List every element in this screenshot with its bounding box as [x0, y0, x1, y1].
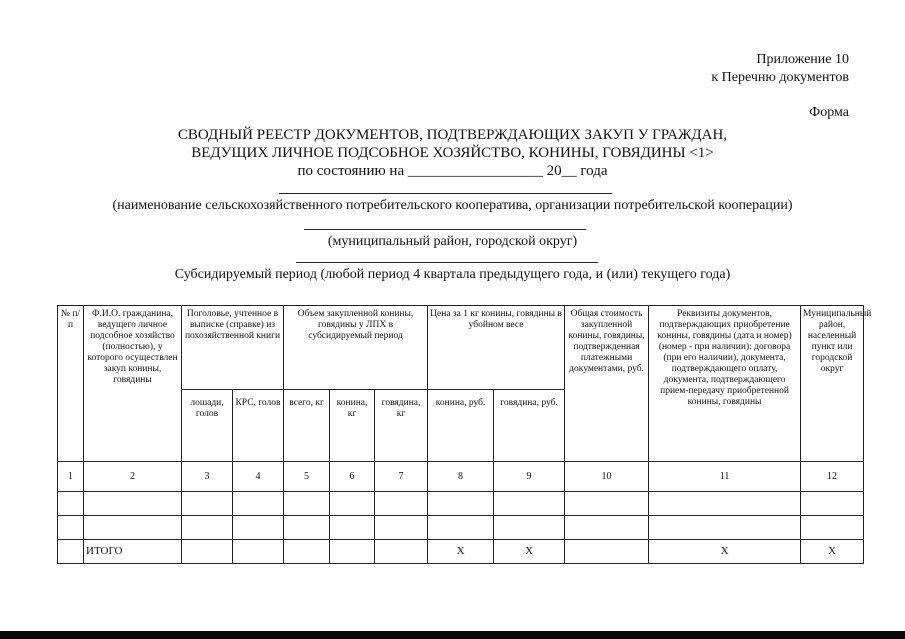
- empty-cell: [565, 492, 649, 516]
- column-number: 2: [84, 462, 182, 492]
- empty-cell: [801, 492, 864, 516]
- title-line-2: ВЕДУЩИХ ЛИЧНОЕ ПОДСОБНОЕ ХОЗЯЙСТВО, КОНИНЫ, ГОВЯДИНЫ <1>: [191, 145, 714, 161]
- column-number: 1: [58, 462, 84, 492]
- form-label: Форма: [809, 105, 849, 120]
- appendix-line: Приложение 10: [756, 52, 849, 67]
- header-num: № п/п: [58, 306, 84, 462]
- empty-cell: [182, 540, 233, 564]
- total-row: [58, 540, 864, 564]
- table-row-empty: [58, 516, 864, 540]
- scan-edge-strip: [0, 631, 905, 639]
- total-label: ИТОГО: [84, 540, 182, 564]
- empty-cell: [284, 540, 330, 564]
- total-x-mark: Х: [801, 540, 864, 564]
- column-number: 6: [330, 462, 375, 492]
- register-table: [57, 305, 872, 564]
- empty-cell: [801, 516, 864, 540]
- title-line-1: СВОДНЫЙ РЕЕСТР ДОКУМЕНТОВ, ПОДТВЕРЖДАЮЩИХ ЗАКУП У ГРАЖДАН,: [177, 127, 728, 143]
- column-number: 5: [284, 462, 330, 492]
- empty-cell: [375, 516, 428, 540]
- empty-cell: [233, 516, 284, 540]
- empty-cell: [84, 492, 182, 516]
- column-number: 12: [801, 462, 864, 492]
- header-municipality: Муниципальный район, населенный пункт или городской округ: [801, 306, 864, 462]
- period-caption: Субсидируемый период (любой период 4 квартала предыдущего года, и (или) текущего года): [174, 267, 731, 282]
- header-price: Цена за 1 кг конины, говядины в убойном весе: [428, 306, 565, 390]
- total-x-mark: Х: [428, 540, 494, 564]
- empty-cell: [284, 516, 330, 540]
- column-number: 3: [182, 462, 233, 492]
- header-krs: КРС, голов: [233, 390, 284, 462]
- empty-cell: [330, 516, 375, 540]
- empty-cell: [494, 516, 565, 540]
- empty-cell: [182, 516, 233, 540]
- empty-cell: [284, 492, 330, 516]
- header-fio: Ф.И.О. гражданина, ведущего личное подсобное хозяйство (полностью), у которого осуществлен закуп конины, говядины: [84, 306, 182, 462]
- header-beef-rub: говядина, руб.: [494, 390, 565, 462]
- empty-cell: [428, 516, 494, 540]
- empty-cell: [182, 492, 233, 516]
- municipal-underline: [304, 229, 586, 230]
- to-list-line: к Перечню документов: [711, 70, 849, 85]
- empty-cell: [375, 540, 428, 564]
- empty-cell: [649, 516, 801, 540]
- empty-cell: [494, 492, 565, 516]
- column-numbers-row: [58, 462, 864, 492]
- empty-cell: [565, 516, 649, 540]
- column-number: 9: [494, 462, 565, 492]
- table-row-empty: [58, 492, 864, 516]
- total-x-mark: Х: [649, 540, 801, 564]
- empty-cell: [233, 492, 284, 516]
- header-beef-kg: говядина, кг: [375, 390, 428, 462]
- column-number: 11: [649, 462, 801, 492]
- empty-cell: [649, 492, 801, 516]
- column-number: 4: [233, 462, 284, 492]
- title-line-3: по состоянию на __________________ 20__ года: [297, 163, 608, 179]
- header-horses: лошади, голов: [182, 390, 233, 462]
- empty-cell: [84, 516, 182, 540]
- header-requisites: Реквизиты документов, подтверждающих приобретение конины, говядины (дата и номер) (номер - при наличии): договора (при его наличии), документа, подтверждающего оплату, документа, подтверждающего прием-передачу приобретенной конины, говядины: [649, 306, 801, 462]
- organization-underline: [279, 193, 612, 194]
- empty-cell: [330, 540, 375, 564]
- empty-cell: [58, 492, 84, 516]
- empty-cell: [233, 540, 284, 564]
- header-horse-meat-rub: конина, руб.: [428, 390, 494, 462]
- header-total-cost: Общая стоимость закупленной конины, говядины, подтвержденная платежными документами, руб.: [565, 306, 649, 462]
- header-horse-meat-kg: конина, кг: [330, 390, 375, 462]
- column-number: 8: [428, 462, 494, 492]
- empty-cell: [565, 540, 649, 564]
- header-volume: Объем закупленной конины, говядины у ЛПХ в субсидируемый период: [284, 306, 428, 390]
- empty-cell: [375, 492, 428, 516]
- column-number: 7: [375, 462, 428, 492]
- empty-cell: [58, 540, 84, 564]
- total-x-mark: Х: [494, 540, 565, 564]
- empty-cell: [58, 516, 84, 540]
- empty-cell: [330, 492, 375, 516]
- header-livestock: Поголовье, учтенное в выписке (справке) из похозяйственной книги: [182, 306, 284, 390]
- empty-cell: [428, 492, 494, 516]
- column-number: 10: [565, 462, 649, 492]
- organization-caption: (наименование сельскохозяйственного потребительского кооператива, организации потребительской кооперации): [112, 198, 793, 213]
- municipal-caption: (муниципальный район, городской округ): [327, 234, 578, 249]
- header-row-top: [58, 306, 864, 390]
- period-underline: [296, 262, 598, 263]
- header-total-kg: всего, кг: [284, 390, 330, 462]
